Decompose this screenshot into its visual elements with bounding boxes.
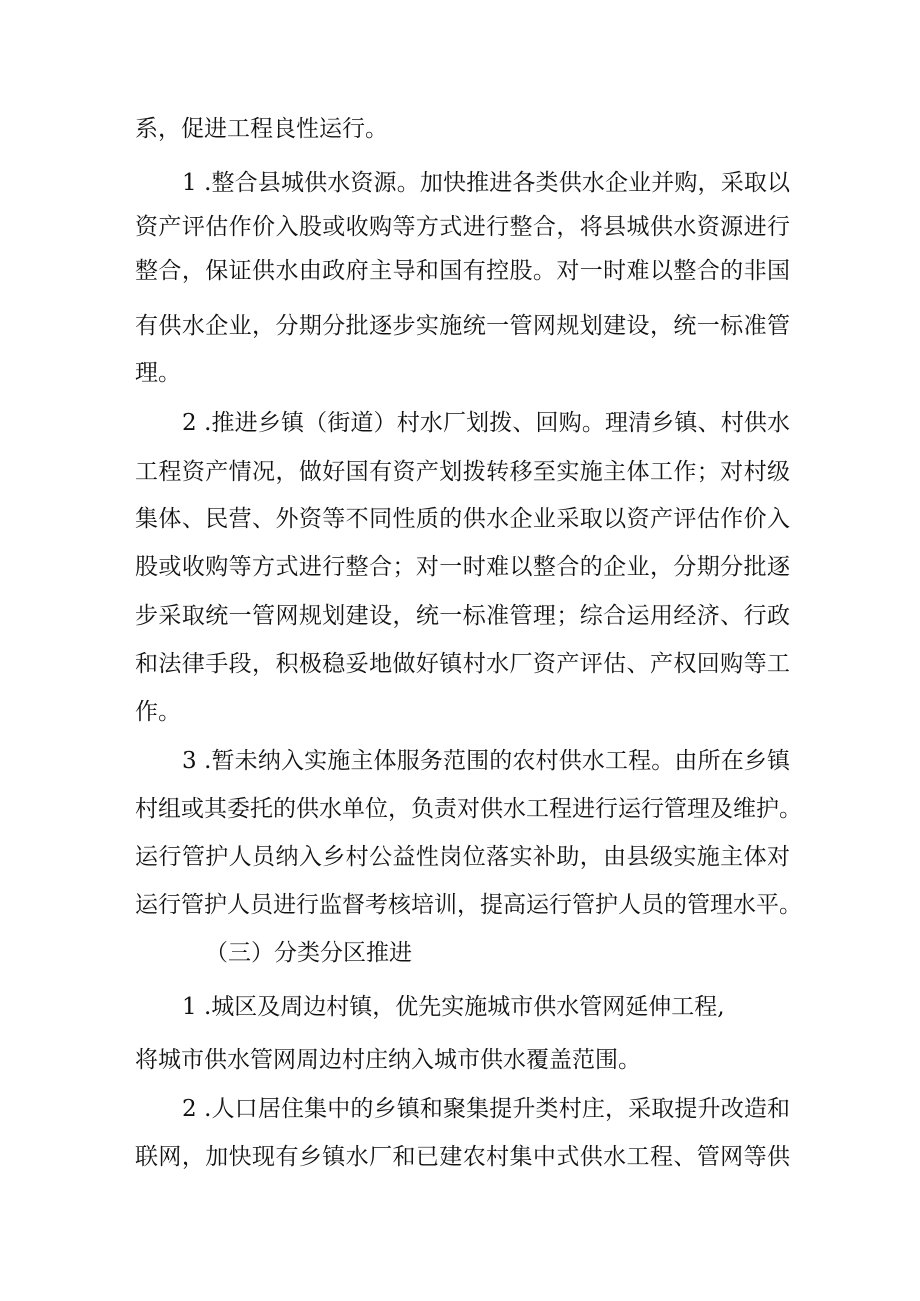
- paragraph-line: 2 .推进乡镇（街道）村水厂划拨、回购。理清乡镇、村供水: [182, 410, 790, 436]
- paragraph-line: 理。: [135, 360, 181, 386]
- paragraph-line: 运行管护人员纳入乡村公益性岗位落实补助，由县级实施主体对: [135, 844, 790, 870]
- paragraph-line: 作。: [135, 699, 181, 725]
- paragraph-line: 整合，保证供水由政府主导和国有控股。对一时难以整合的非国: [135, 258, 790, 284]
- paragraph-line: 联网，加快现有乡镇水厂和已建农村集中式供水工程、管网等供: [135, 1144, 790, 1170]
- paragraph-line: 集体、民营、外资等不同性质的供水企业采取以资产评估作价入: [135, 506, 790, 532]
- paragraph-line: 1 .整合县城供水资源。加快推进各类供水企业并购，采取以: [182, 170, 790, 196]
- paragraph-line: 和法律手段，积极稳妥地做好镇村水厂资产评估、产权回购等工: [135, 651, 790, 677]
- paragraph-line: 3 .暂未纳入实施主体服务范围的农村供水工程。由所在乡镇: [182, 748, 790, 774]
- paragraph-line: 村组或其委托的供水单位，负责对供水工程进行运行管理及维护。: [135, 796, 802, 822]
- paragraph-line: 将城市供水管网周边村庄纳入城市供水覆盖范围。: [135, 1047, 641, 1073]
- paragraph-line: 有供水企业，分期分批逐步实施统一管网规划建设，统一标准管: [135, 313, 790, 339]
- paragraph-line: 步采取统一管网规划建设，统一标准管理；综合运用经济、行政: [135, 603, 790, 629]
- paragraph-line: 股或收购等方式进行整合；对一时难以整合的企业，分期分批逐: [135, 554, 790, 580]
- paragraph-line: 系，促进工程良性运行。: [135, 116, 388, 142]
- paragraph-line: 工程资产情况，做好国有资产划拨转移至实施主体工作；对村级: [135, 459, 790, 485]
- paragraph-line: 2 .人口居住集中的乡镇和聚集提升类村庄，采取提升改造和: [182, 1096, 790, 1122]
- section-heading: （三）分类分区推进: [205, 940, 412, 966]
- paragraph-line: 运行管护人员进行监督考核培训，提高运行管护人员的管理水平。: [135, 892, 802, 918]
- paragraph-line: 资产评估作价入股或收购等方式进行整合，将县城供水资源进行: [135, 214, 790, 240]
- paragraph-line: 1 .城区及周边村镇，优先实施城市供水管网延伸工程,: [182, 994, 725, 1020]
